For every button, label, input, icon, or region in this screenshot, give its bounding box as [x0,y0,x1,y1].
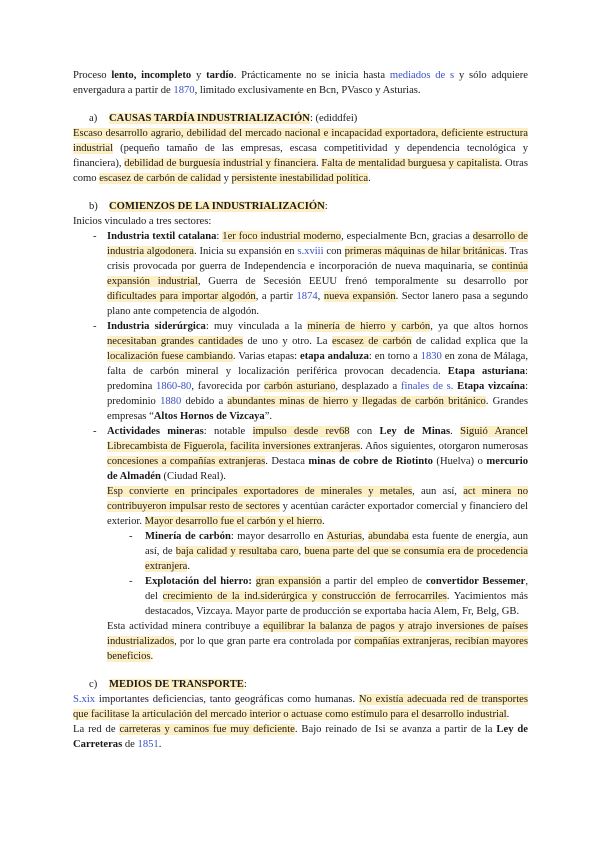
highlight: debilidad de burguesía industrial y financiera [124,158,317,169]
section-c-p1: S.xix importantes deficiencias, tanto geográficas como humanas. No existía adecuada red de transportes que facilitase la articulación del mercado interior o actuase como estímulo para el desarrollo industrial. [73,694,528,720]
bold-text: lento, incompleto [111,70,192,81]
mining-sublist [107,529,528,619]
section-a [73,111,528,186]
section-a-heading [73,111,528,126]
bold-text: Actividades mineras [107,426,204,437]
list-item-carbon: - Minería de carbón: mayor desarrollo en Asturias, abundaba esta fuente de energía, aun así, de baja calidad y resultaba caro, buena parte del que se consumía era de procedencia extranjera. [107,529,528,574]
text: y [220,173,232,184]
text: , limitado exclusivamente en Bcn, PVasco y Asturias. [194,85,421,96]
section-c [73,677,528,752]
text: Proceso [73,70,112,81]
text: . Otras como [73,158,528,184]
section-label: b) [89,201,98,212]
intro-paragraph [73,68,528,98]
section-a-body [73,126,528,186]
section-c-heading [73,677,528,692]
section-label: a) [89,113,98,124]
esp-paragraph: Esp convierte en principales exportadores de minerales y metales, aun así, act minera no contribuyeron impulsar resto de sectores y acentúan carácter exportador comercial y financiero del exterior. Mayor desarrollo fue el carbón y el hierro. [107,486,528,527]
section-title: CAUSAS TARDÍA INDUSTRIALIZACIÓN [109,113,310,124]
bold-text: tardío [206,70,234,81]
section-b-heading [73,199,528,214]
section-suffix: : [324,201,328,212]
text: y [191,70,207,81]
bold-text: Industria siderúrgica [107,321,206,332]
section-suffix: : [243,679,247,690]
text: . [368,173,371,184]
list-item-mineras: - Actividades mineras: notable impulso desde rev68 con Ley de Minas. Siguió Arancel Librecambista de Figuerola, facilita inversiones extranjeras. Años siguientes, otorgaron numerosas concesiones a compañías extranjeras. Destaca minas de cobre de Riotinto (Huelva) o mercurio de Almadén (Ciudad Real). [73,424,528,484]
highlight: Falta de mentalidad burguesa y capitalista [321,158,500,169]
section-b [73,199,528,664]
bold-text: Industria textil catalana [107,231,217,242]
highlight: Escaso desarrollo agrario, debilidad del mercado nacional e incapacidad exportadora, deficiente estructura industrial [73,128,528,154]
text: (pequeño tamaño de las empresas, escasa competitividad y dependencia tecnológica y financiera), [73,143,528,169]
section-suffix: : (ediddfei) [309,113,358,124]
list-item-textil: - Industria textil catalana: 1er foco industrial moderno, especialmente Bcn, gracias a desarrollo de industria algodonera. Inicia su expansión en s.xviii con primeras máquinas de hilar británicas. Tras crisis provocada por guerra de Independencia e incorporación de nueva maquinaria, se continúa expansión industrial, Guerra de Secesión EEUU frenó temporalmente su desarrollo por dificultades para importar algodón, a partir 1874, nueva expansión. Sector lanero pasa a segundo plano ante competencia de algodón. [73,229,528,319]
section-title: COMIENZOS DE LA INDUSTRIALIZACIÓN [109,201,325,212]
text: . Prácticamente no se inicia hasta [233,70,390,81]
blue-text: 1870 [173,85,195,96]
mining-sublist-wrapper [73,529,528,619]
text: y sólo adquiere envergadura a partir de [73,70,528,96]
section-label: c) [89,679,98,690]
esta-paragraph: Esta actividad minera contribuye a equilibrar la balanza de pagos y atrajo inversiones de países industrializados, por lo que gran parte era controlada por compañías extranjeras, recibían mayores beneficios. [107,621,528,662]
highlight: escasez de carbón de calidad [99,173,221,184]
blue-text: mediados de s [389,70,455,81]
section-title: MEDIOS DE TRANSPORTE [109,679,244,690]
list-item-hierro: - Explotación del hierro: gran expansión a partir del empleo de convertidor Bessemer, del crecimiento de la ind.siderúrgica y construcción de ferrocarriles. Yacimientos más destacados, Vizcaya. Mayor parte de producción se exportaba hacia Alem, Fr, Belg, GB. [107,574,528,619]
highlight: persistente inestabilidad política [231,173,369,184]
section-b-intro: Inicios vinculado a tres sectores: [73,216,212,227]
text: . [316,158,322,169]
sector-list [73,229,528,484]
list-item-siderurgica: - Industria siderúrgica: muy vinculada a la minería de hierro y carbón, ya que altos hornos necesitaban grandes cantidades de uno y otro. La escasez de carbón de calidad explica que la localización fuese cambiando. Varias etapas: etapa andaluza: en torno a 1830 en zona de Málaga, falta de carbón mineral y localización periférica provocan decadencia. Etapa asturiana: predomina 1860-80, favorecida por carbón asturiano, desplazado a finales de s. Etapa vizcaína: predominio 1880 debido a abundantes minas de hierro y llegadas de carbón británico. Grandes empresas “Altos Hornos de Vizcaya”. [73,319,528,424]
section-c-p2: La red de carreteras y caminos fue muy deficiente. Bajo reinado de Isi se avanza a partir de la Ley de Carreteras de 1851. [73,724,528,750]
